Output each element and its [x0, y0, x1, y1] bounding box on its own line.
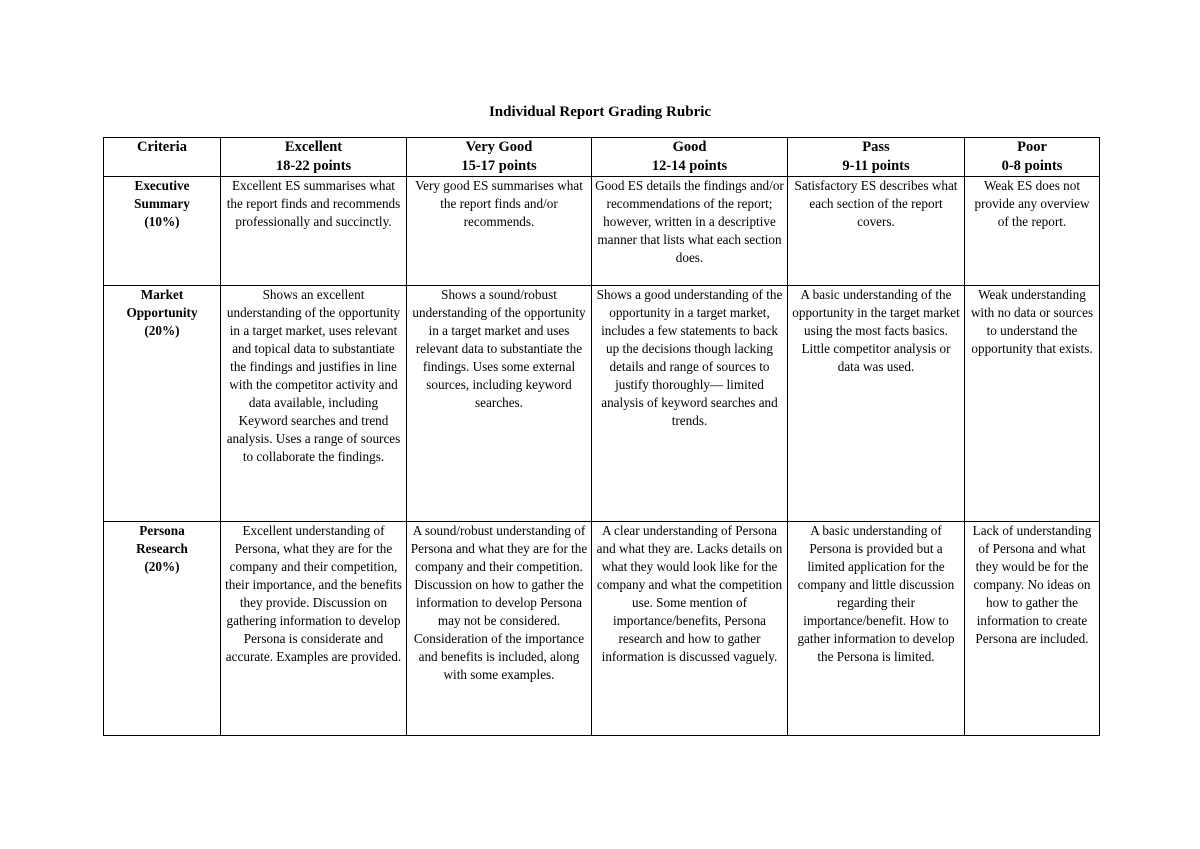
- header-label: Criteria: [137, 139, 187, 155]
- rubric-cell-very-good: Shows a sound/robust understanding of the opportunity in a target market and uses relevant data to substantiate the findings. Uses some external sources, including keyword searches.: [407, 286, 592, 522]
- table-row: [104, 522, 1100, 736]
- header-points: 9-11 points: [842, 158, 910, 174]
- rubric-cell-poor: Weak understanding with no data or sources to understand the opportunity that exists.: [965, 286, 1100, 522]
- criteria-line: Market: [140, 287, 184, 302]
- criteria-weight: (20%): [144, 323, 180, 338]
- header-criteria: [104, 138, 221, 177]
- table-row: [104, 286, 1100, 522]
- rubric-cell-excellent: Excellent understanding of Persona, what they are for the company and their competition, their importance, and the benefits they provide. Discussion on gathering information to develop Persona is considerate and accurate. Examples are provided.: [221, 522, 407, 736]
- header-label: Excellent: [284, 139, 343, 155]
- table-row: [104, 177, 1100, 286]
- header-excellent: [221, 138, 407, 177]
- header-pass: [788, 138, 965, 177]
- rubric-cell-good: Shows a good understanding of the opportunity in a target market, includes a few statements to back up the decisions though lacking details and range of sources to justify thoroughly— limited analysis of keyword searches and trends.: [592, 286, 788, 522]
- rubric-cell-pass: A basic understanding of Persona is provided but a limited application for the company and little discussion regarding their importance/benefit. How to gather information to develop the Persona is limited.: [788, 522, 965, 736]
- criteria-line: Opportunity: [126, 305, 198, 320]
- header-label: Poor: [1017, 139, 1047, 155]
- rubric-cell-very-good: A sound/robust understanding of Persona and what they are for the company and their competition. Discussion on how to gather the information to develop Persona may not be considered. Consideration of the importance and benefits is included, along with some examples.: [407, 522, 592, 736]
- header-label: Very Good: [465, 139, 533, 155]
- rubric-cell-very-good: Very good ES summarises what the report finds and/or recommends.: [407, 177, 592, 286]
- header-poor: [965, 138, 1100, 177]
- header-very-good: [407, 138, 592, 177]
- criteria-line: Research: [136, 541, 188, 556]
- rubric-cell-good: Good ES details the findings and/or recommendations of the report; however, written in a descriptive manner that lists what each section does.: [592, 177, 788, 286]
- rubric-cell-good: A clear understanding of Persona and what they are. Lacks details on what they would look like for the company and what the competition use. Some mention of importance/benefits, Persona research and how to gather information is discussed vaguely.: [592, 522, 788, 736]
- header-points: 18-22 points: [275, 158, 352, 174]
- criteria-weight: (20%): [144, 559, 180, 574]
- rubric-table: [103, 137, 1100, 736]
- header-good: [592, 138, 788, 177]
- criteria-cell-executive-summary: [104, 177, 221, 286]
- header-points: 12-14 points: [651, 158, 728, 174]
- criteria-weight: (10%): [144, 214, 180, 229]
- criteria-cell-persona-research: [104, 522, 221, 736]
- criteria-cell-market-opportunity: [104, 286, 221, 522]
- header-points: 15-17 points: [461, 158, 537, 174]
- rubric-cell-excellent: Shows an excellent understanding of the opportunity in a target market, uses relevant and topical data to substantiate the findings and justifies in line with the competitor activity and data available, including Keyword searches and trend analysis. Uses a range of sources to collaborate the findings.: [221, 286, 407, 522]
- criteria-line: Persona: [139, 523, 185, 538]
- header-label: Pass: [862, 139, 890, 155]
- rubric-cell-excellent: Excellent ES summarises what the report finds and recommends professionally and succinctly.: [221, 177, 407, 286]
- criteria-line: Summary: [134, 196, 190, 211]
- rubric-cell-poor: Weak ES does not provide any overview of the report.: [965, 177, 1100, 286]
- header-points: 0-8 points: [1001, 158, 1063, 174]
- criteria-line: Executive: [134, 178, 190, 193]
- rubric-cell-poor: Lack of understanding of Persona and what they would be for the company. No ideas on how to gather the information to create Persona are included.: [965, 522, 1100, 736]
- document-title: Individual Report Grading Rubric: [488, 104, 712, 120]
- header-label: Good: [672, 139, 707, 155]
- rubric-cell-pass: A basic understanding of the opportunity in the target market using the most facts basics. Little competitor analysis or data was used.: [788, 286, 965, 522]
- rubric-cell-pass: Satisfactory ES describes what each section of the report covers.: [788, 177, 965, 286]
- header-row: [104, 138, 1100, 177]
